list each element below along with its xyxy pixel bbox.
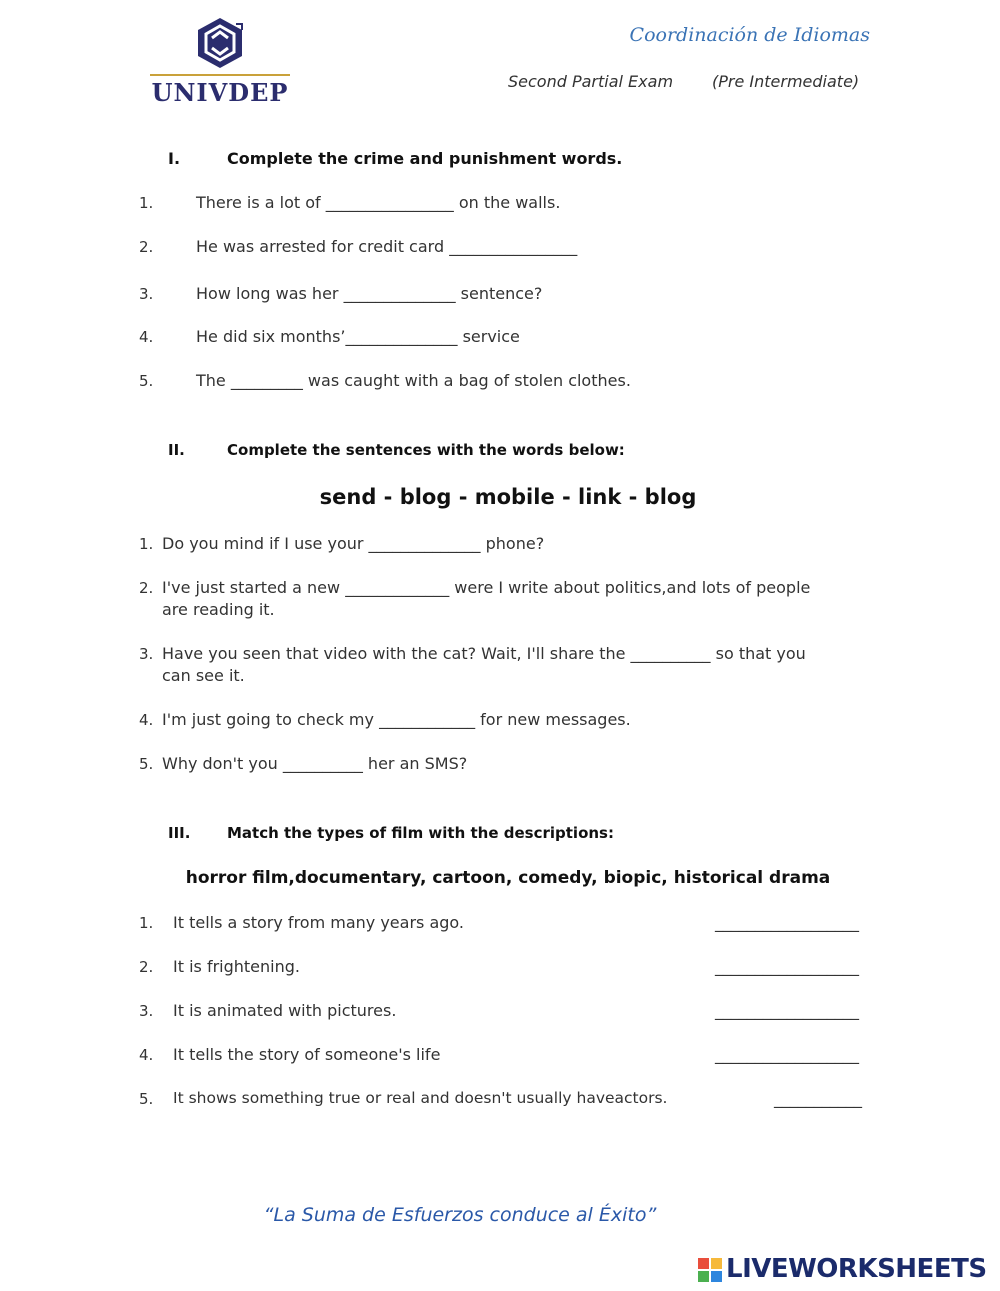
s2-item-3-number: 3. xyxy=(139,645,154,663)
s3-item-3-answer[interactable]: __________________ xyxy=(715,1001,859,1020)
s3-item-2-text: It is frightening. xyxy=(173,957,300,976)
s1-item-5-number: 5. xyxy=(139,372,154,390)
coordination-title: Coordinación de Idiomas xyxy=(629,24,870,46)
s2-item-2-text-cont: are reading it. xyxy=(162,600,275,619)
s1-item-1-text[interactable]: There is a lot of ________________ on the walls. xyxy=(196,193,561,212)
liveworksheets-logo-icon xyxy=(698,1258,722,1282)
s3-item-4-answer[interactable]: __________________ xyxy=(715,1045,859,1064)
s2-item-2-number: 2. xyxy=(139,579,154,597)
s3-item-1-text: It tells a story from many years ago. xyxy=(173,913,465,932)
s3-item-5-answer[interactable]: ___________ xyxy=(774,1089,862,1108)
section-3-title: Match the types of film with the descriptions: xyxy=(227,824,614,842)
s3-item-4-text: It tells the story of someone's life xyxy=(173,1045,441,1064)
s3-item-4-number: 4. xyxy=(139,1046,154,1064)
s2-item-5-text[interactable]: Why don't you __________ her an SMS? xyxy=(162,754,468,773)
s2-item-5-number: 5. xyxy=(139,755,154,773)
exam-title: Second Partial Exam xyxy=(508,72,674,91)
s3-item-1-answer[interactable]: __________________ xyxy=(715,913,859,932)
s2-item-4-number: 4. xyxy=(139,711,154,729)
s2-item-3-text[interactable]: Have you seen that video with the cat? Wait, I'll share the __________ so that you xyxy=(162,644,806,663)
s1-item-4-number: 4. xyxy=(139,328,154,346)
section-2-number: II. xyxy=(168,441,185,459)
s1-item-5-text[interactable]: The _________ was caught with a bag of stolen clothes. xyxy=(196,371,631,390)
s2-item-1-text[interactable]: Do you mind if I use your ______________ phone? xyxy=(162,534,545,553)
s2-item-1-number: 1. xyxy=(139,535,154,553)
logo-text: UNIVDEP xyxy=(151,78,289,107)
s2-item-4-text[interactable]: I'm just going to check my ____________ for new messages. xyxy=(162,710,631,729)
footer-motto: “La Suma de Esfuerzos conduce al Éxito” xyxy=(263,1204,657,1226)
s3-item-2-answer[interactable]: __________________ xyxy=(715,957,859,976)
s3-item-5-number: 5. xyxy=(139,1090,154,1108)
s3-item-3-text: It is animated with pictures. xyxy=(173,1001,397,1020)
section-1-title: Complete the crime and punishment words. xyxy=(227,149,623,168)
s3-item-1-number: 1. xyxy=(139,914,154,932)
s2-item-2-text[interactable]: I've just started a new _____________ were I write about politics,and lots of people xyxy=(162,578,811,597)
liveworksheets-text: LIVEWORKSHEETS xyxy=(726,1254,987,1284)
s1-item-3-text[interactable]: How long was her ______________ sentence? xyxy=(196,284,543,303)
s1-item-1-number: 1. xyxy=(139,194,154,212)
section-3-number: III. xyxy=(168,824,191,842)
s1-item-2-number: 2. xyxy=(139,238,154,256)
s3-item-2-number: 2. xyxy=(139,958,154,976)
word-bank: send - blog - mobile - link - blog xyxy=(319,485,697,509)
s1-item-2-text[interactable]: He was arrested for credit card ________________ xyxy=(196,237,578,256)
s2-item-3-text-cont: can see it. xyxy=(162,666,245,685)
s3-item-3-number: 3. xyxy=(139,1002,154,1020)
logo-divider xyxy=(150,74,290,76)
film-types-list: horror film,documentary, cartoon, comedy, biopic, historical drama xyxy=(185,868,831,888)
s1-item-3-number: 3. xyxy=(139,285,154,303)
section-2-title: Complete the sentences with the words below: xyxy=(227,441,625,459)
exam-level: (Pre Intermediate) xyxy=(712,72,860,91)
univdep-logo xyxy=(150,14,290,106)
s1-item-4-text[interactable]: He did six months’______________ service xyxy=(196,327,520,346)
univdep-emblem-icon xyxy=(150,14,290,74)
s3-item-5-text: It shows something true or real and doesn't usually haveactors. xyxy=(173,1089,668,1107)
section-1-number: I. xyxy=(168,149,181,168)
